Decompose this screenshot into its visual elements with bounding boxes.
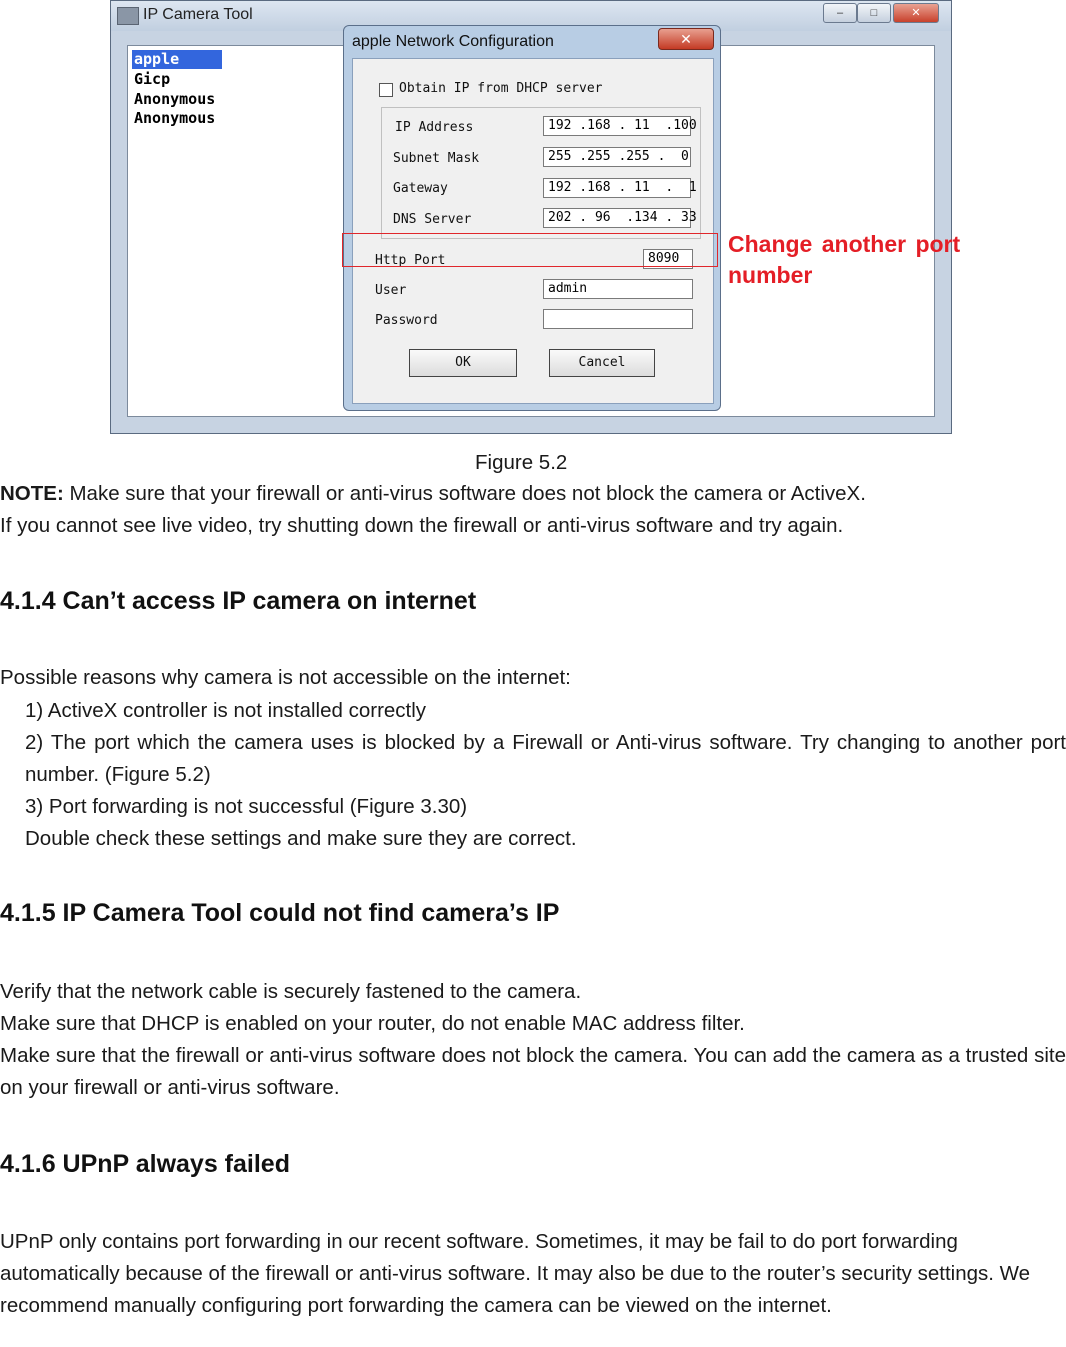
subnet-mask-label: Subnet Mask [393, 151, 480, 166]
minimize-icon[interactable]: – [823, 3, 857, 23]
dhcp-checkbox[interactable] [379, 83, 393, 97]
http-port-label: Http Port [375, 253, 446, 268]
section-414-item-3: 3) Port forwarding is not successful (Figure 3.30) [25, 795, 468, 818]
note-label: NOTE: [0, 482, 64, 505]
device-item-apple[interactable]: apple [132, 50, 222, 69]
dialog-body [352, 58, 714, 404]
user-label: User [375, 283, 407, 298]
section-415-line-3: Make sure that the firewall or anti-virus software does not block the camera. You can add the camera as a trusted site on your firewall or anti-virus software. [0, 1044, 1066, 1099]
section-415-line-2: Make sure that DHCP is enabled on your router, do not enable MAC address filter. [0, 1012, 745, 1035]
section-414-closing: Double check these settings and make sure they are correct. [25, 827, 577, 850]
user-field[interactable]: admin [543, 279, 693, 299]
figure-caption: Figure 5.2 [475, 451, 568, 474]
note-line-2: If you cannot see live video, try shutting down the firewall or anti-virus software and try again. [0, 514, 844, 537]
section-415-line-1: Verify that the network cable is securely fastened to the camera. [0, 980, 582, 1003]
dns-server-label: DNS Server [393, 212, 472, 227]
annotation-note: Change another port number [728, 231, 961, 288]
dhcp-label: Obtain IP from DHCP server [399, 81, 603, 96]
http-port-field[interactable]: 8090 [643, 249, 693, 269]
camera-app-icon [117, 7, 139, 25]
note-line-1 [0, 478, 1066, 510]
dns-server-field[interactable]: 202 . 96 .134 . 33 [543, 208, 691, 228]
maximize-icon[interactable]: □ [857, 3, 891, 23]
section-414-intro: Possible reasons why camera is not accessible on the internet: [0, 666, 571, 689]
dialog-title: apple Network Configuration [352, 33, 554, 50]
ok-button[interactable]: OK [409, 349, 517, 377]
section-414-item-2: 2) The port which the camera uses is blocked by a Firewall or Anti-virus software. Try changing to another port number. (Figure 5.2) [25, 731, 1066, 786]
window-title: IP Camera Tool [143, 6, 253, 23]
close-icon[interactable]: ✕ [893, 3, 939, 23]
gateway-label: Gateway [393, 181, 448, 196]
password-label: Password [375, 313, 438, 328]
section-heading-4-1-5: 4.1.5 IP Camera Tool could not find camera’s IP [0, 899, 560, 927]
subnet-mask-field[interactable]: 255 .255 .255 . 0 [543, 147, 691, 167]
note-text: Make sure that your firewall or anti-virus software does not block the camera or ActiveX. [63, 482, 866, 505]
ip-address-label: IP Address [395, 120, 474, 135]
device-item[interactable]: Anonymous [134, 109, 216, 127]
section-414-item-1: 1) ActiveX controller is not installed correctly [25, 699, 427, 722]
password-field[interactable] [543, 309, 693, 329]
device-item[interactable]: Gicp [134, 70, 171, 88]
section-heading-4-1-4: 4.1.4 Can’t access IP camera on internet [0, 587, 477, 615]
figure-screenshot [110, 0, 952, 434]
device-item[interactable]: Anonymous [134, 90, 216, 108]
cancel-button[interactable]: Cancel [549, 349, 655, 377]
http-port-highlight [342, 233, 718, 267]
ip-address-field[interactable]: 192 .168 . 11 .100 [543, 116, 691, 136]
section-416-text: UPnP only contains port forwarding in our recent software. Sometimes, it may be fail to do port forwarding automatically because of the firewall or anti-virus software. It may also be due to the router’s security settings. We recommend manually configuring port forwarding the camera can be viewed on the internet. [0, 1230, 1031, 1317]
dialog-close-button[interactable]: ✕ [658, 28, 714, 50]
gateway-field[interactable]: 192 .168 . 11 . 1 [543, 178, 691, 198]
network-config-dialog [343, 25, 721, 411]
section-heading-4-1-6: 4.1.6 UPnP always failed [0, 1150, 290, 1178]
